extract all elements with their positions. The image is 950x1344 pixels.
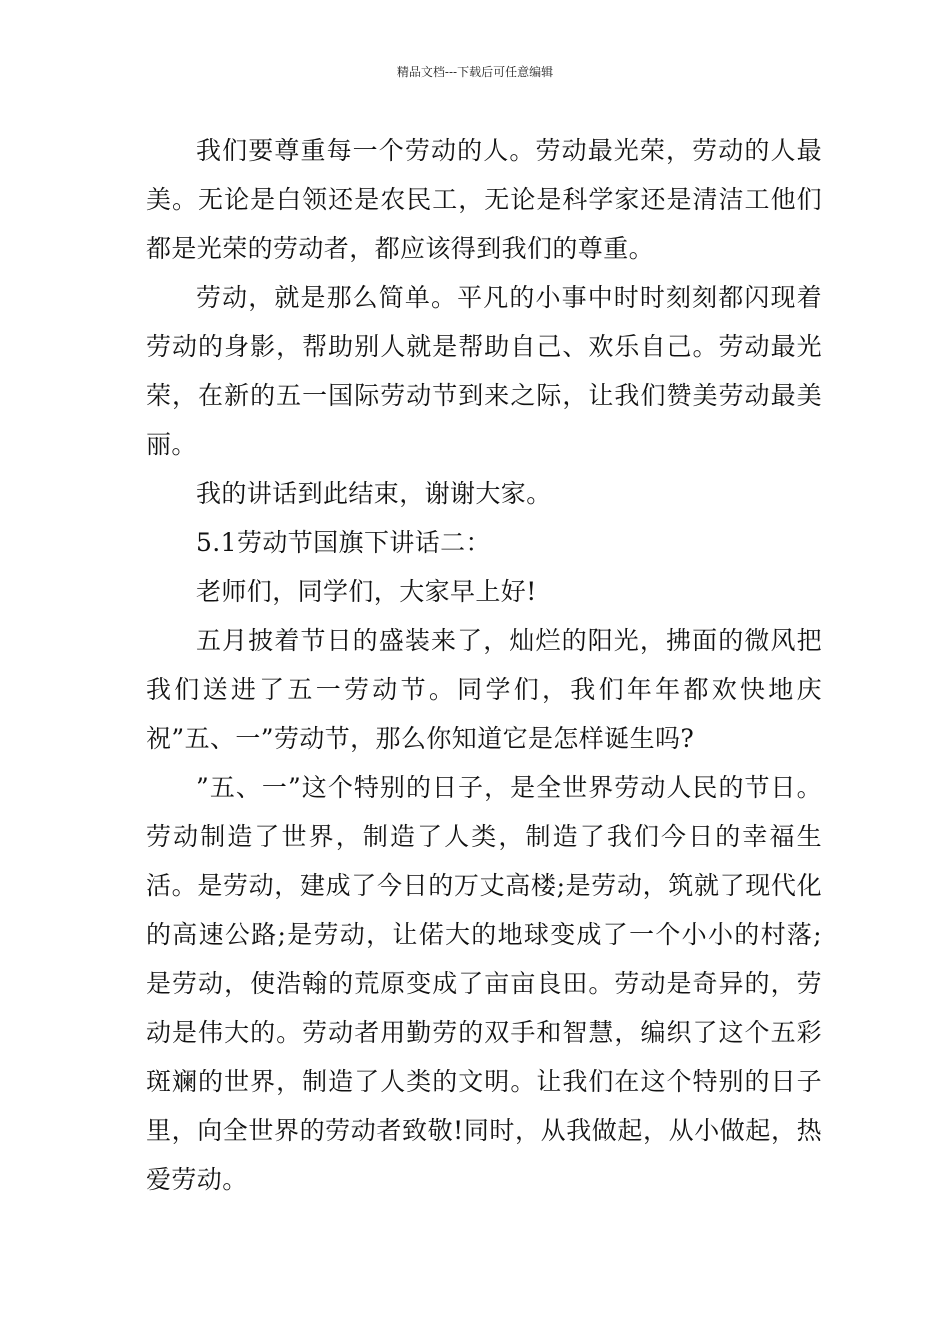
paragraph: ”五、一”这个特别的日子，是全世界劳动人民的节日。劳动制造了世界，制造了人类，制造了我们今日的幸福生活。是劳动，建成了今日的万丈高楼;是劳动，筑就了现代化的高速公路;是劳动，让偌大的地球变成了一个小小的村落;是劳动，使浩翰的荒原变成了亩亩良田。劳动是奇异的，劳动是伟大的。劳动者用勤劳的双手和智慧，编织了这个五彩斑斓的世界，制造了人类的文明。让我们在这个特别的日子里，向全世界的劳动者致敬!同时，从我做起，从小做起，热爱劳动。: [146, 773, 822, 1194]
section-heading: 5.1劳动节国旗下讲话二：: [196, 528, 491, 557]
paragraph: 劳动，就是那么简单。平凡的小事中时时刻刻都闪现着劳动的身影，帮助别人就是帮助自己、欢乐自己。劳动最光荣，在新的五一国际劳动节到来之际，让我们赞美劳动最美丽。: [146, 283, 822, 459]
paragraph: 五月披着节日的盛装来了，灿烂的阳光，拂面的微风把我们送进了五一劳动节。同学们，我们年年都欢快地庆祝”五、一”劳动节，那么你知道它是怎样诞生吗?: [146, 626, 822, 753]
page-header: 精品文档---下载后可任意编辑: [396, 65, 554, 79]
paragraph: 我们要尊重每一个劳动的人。劳动最光荣，劳动的人最美。无论是白领还是农民工，无论是科学家还是清洁工他们都是光荣的劳动者，都应该得到我们的尊重。: [146, 136, 822, 263]
paragraph: 我的讲话到此结束，谢谢大家。: [196, 479, 552, 508]
document-body: [146, 126, 822, 1204]
greeting: 老师们，同学们，大家早上好!: [196, 577, 537, 606]
